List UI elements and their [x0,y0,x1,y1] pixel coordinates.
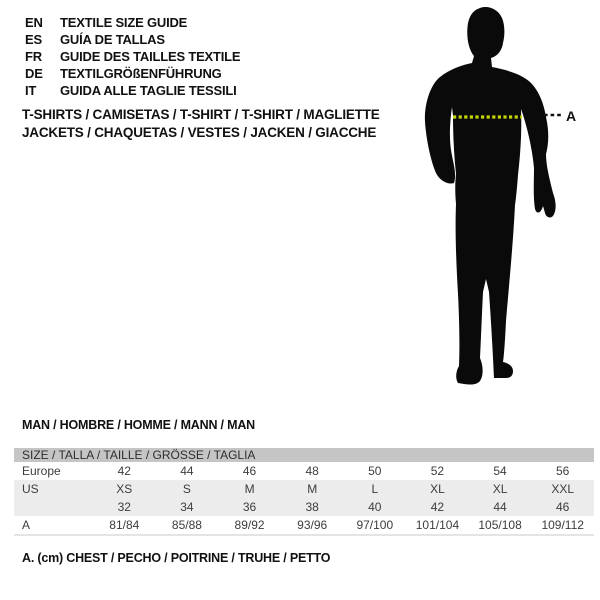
size-cell: 46 [556,500,570,514]
size-cell: 93/96 [297,518,328,532]
language-code: IT [25,83,37,98]
language-row [25,48,240,65]
language-name: TEXTILE SIZE GUIDE [60,15,188,30]
size-cell: 56 [556,464,570,478]
language-name: GUÍA DE TALLAS [60,32,165,47]
language-row [25,65,240,82]
size-cell: 54 [493,464,507,478]
language-row [25,14,240,31]
size-cell: M [244,482,255,496]
row-label: Europe [22,464,61,478]
man-silhouette-figure [410,5,600,395]
language-list [25,14,240,99]
table-row-chest-a [14,516,594,534]
size-cell: S [182,482,191,496]
language-code: FR [25,49,42,64]
size-cell: 32 [117,500,131,514]
category-lines [22,106,380,142]
language-name: GUIDA ALLE TAGLIE TESSILI [60,83,237,98]
size-table-header: SIZE / TALLA / TAILLE / GRÖSSE / TAGLIA [14,448,594,462]
row-label: A [22,518,31,532]
size-cell: 50 [368,464,382,478]
size-cell: 97/100 [356,518,394,532]
language-name: GUIDE DES TAILLES TEXTILE [60,49,241,64]
size-cell: L [371,482,379,496]
size-cell: 85/88 [171,518,202,532]
size-cell: 42 [430,500,445,514]
size-cell: 89/92 [234,518,265,532]
man-silhouette-svg [410,5,600,395]
size-table [14,448,594,536]
size-cell: 34 [180,500,194,514]
language-row [25,31,240,48]
size-cell: 101/104 [415,518,460,532]
size-cell: 52 [430,464,445,478]
language-code: DE [25,66,43,81]
size-cell: 44 [493,500,507,514]
row-label [14,498,93,516]
size-cell: XL [492,482,508,496]
size-cell: 44 [180,464,194,478]
size-cell: 36 [242,500,257,514]
section-title-man: MAN / HOMBRE / HOMME / MANN / MAN [22,418,255,432]
size-cell: 40 [368,500,382,514]
size-cell: XS [116,482,133,496]
size-cell: XXL [551,482,575,496]
language-code: ES [25,32,42,47]
table-row-europe [14,462,594,480]
category-line-tshirts: T-SHIRTS / CAMISETAS / T-SHIRT / T-SHIRT / MAGLIETTE [22,107,380,122]
size-cell: 105/108 [478,518,522,532]
size-cell: 81/84 [109,518,140,532]
footnote-chest: A. (cm) CHEST / PECHO / POITRINE / TRUHE / PETTO [22,551,331,565]
language-code: EN [25,15,43,30]
size-cell: 48 [305,464,319,478]
size-cell: 46 [242,464,257,478]
language-row [25,82,240,99]
size-cell: 42 [117,464,131,478]
table-row-us-letters [14,480,594,498]
size-cell: 109/112 [541,518,584,532]
measure-label-a: A [566,108,577,124]
table-row-us-numbers [14,498,594,516]
size-cell: XL [430,482,445,496]
language-name: TEXTILGRÖßENFÜHRUNG [60,66,222,81]
size-cell: 38 [305,500,319,514]
size-cell: M [307,482,318,496]
category-line-jackets: JACKETS / CHAQUETAS / VESTES / JACKEN / GIACCHE [22,125,377,140]
man-silhouette [425,7,556,385]
row-label: US [22,482,39,496]
